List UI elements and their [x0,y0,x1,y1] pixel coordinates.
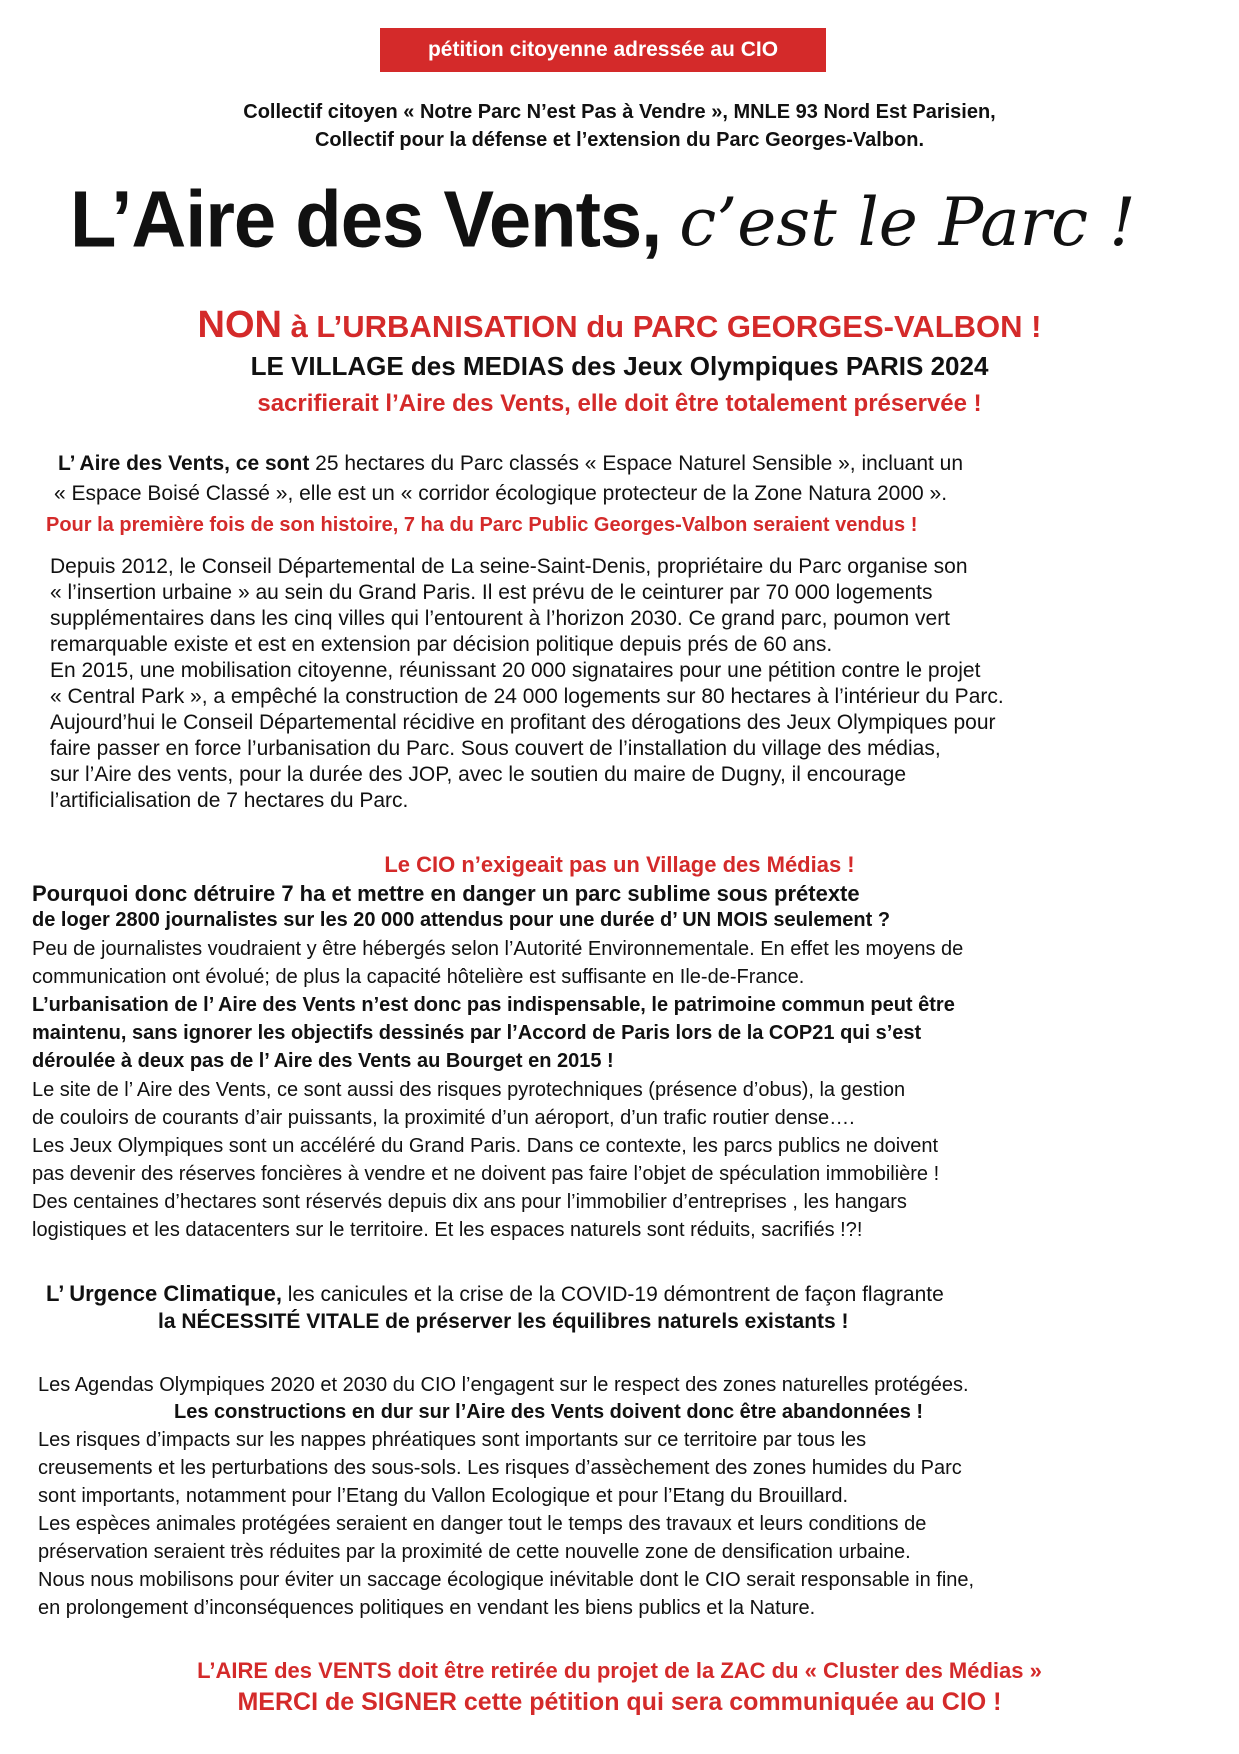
agendas-rest-3: sont importants, notamment pour l’Etang du Vallon Ecologique et pour l’Etang du Brouillard. [38,1485,849,1507]
intro-line-3: Pour la première fois de son histoire, 7 ha du Parc Public Georges-Valbon seraient vendus ! [46,514,918,536]
agendas-rest-4: Les espèces animales protégées seraient en danger tout le temps des travaux et leurs conditions de [38,1513,927,1535]
collectifs-line-2: Collectif pour la défense et l’extension du Parc Georges-Valbon. [314,129,925,151]
cio-rest-1: Le site de l’ Aire des Vents, ce sont aussi des risques pyrotechniques (présence d’obus), la gestion [32,1079,906,1101]
history-line-4: remarquable existe et est en extension par décision politique depuis prés de 60 ans. [50,633,833,656]
slogan-sacrifierait: sacrifierait l’Aire des Vents, elle doit être totalement préservée ! [257,390,982,417]
cio-rest-5: Des centaines d’hectares sont réservés depuis dix ans pour l’immobilier d’entreprises , les hangars [32,1191,907,1213]
agendas-rest-2: creusements et les perturbations des sous-sols. Les risques d’assèchement des zones humides du Parc [38,1457,962,1479]
cio-normal-1: Peu de journalistes voudraient y être hébergés selon l’Autorité Environnementale. En effet les moyens de [32,938,964,960]
urgence-preserver: de préserver les équilibres naturels existants ! [379,1310,849,1333]
history-line-10: l’artificialisation de 7 hectares du Parc. [50,789,409,812]
cio-rest-3: Les Jeux Olympiques sont un accéléré du Grand Paris. Dans ce contexte, les parcs publics ne doivent [32,1135,939,1157]
headline-script: c’est le Parc ! [679,184,1136,261]
intro-line-2: « Espace Boisé Classé », elle est un « corridor écologique protecteur de la Zone Natura 2000 ». [54,482,948,505]
history-line-6: « Central Park », a empêché la construction de 24 000 logements sur 80 hectares à l’intérieur du Parc. [50,685,1004,708]
cio-rest-4: pas devenir des réserves foncières à vendre et ne doivent pas faire l’objet de spéculation immobilière ! [32,1163,940,1185]
headline-main: L’Aire des Vents, [70,174,662,265]
slogan-village-medias: LE VILLAGE des MEDIAS des Jeux Olympiques PARIS 2024 [250,351,989,381]
history-line-1: Depuis 2012, le Conseil Départemental de La seine-Saint-Denis, propriétaire du Parc organise son [50,555,968,578]
urgence-line-1 [46,1281,944,1307]
agendas-line-1: Les Agendas Olympiques 2020 et 2030 du CIO l’engagent sur le respect des zones naturelles protégées. [38,1374,969,1396]
main-headline [70,176,1170,286]
intro-rest: 25 hectares du Parc classés « Espace Naturel Sensible », incluant un [309,452,964,475]
cio-normal-2: communication ont évolué; de plus la capacité hôtelière est suffisante en Ile-de-France. [32,966,805,988]
agendas-rest-5: préservation seraient très réduites par la proximité de cette nouvelle zone de densification urbaine. [38,1541,911,1563]
cio-bold-1: Pourquoi donc détruire 7 ha et mettre en danger un parc sublime sous prétexte [32,881,860,906]
closing-line-2: MERCI de SIGNER cette pétition qui sera communiquée au CIO ! [237,1688,1002,1716]
history-line-7: Aujourd’hui le Conseil Départemental récidive en profitant des dérogations des Jeux Olympiques pour [50,711,996,734]
agendas-rest-7: en prolongement d’inconséquences politiques en vendant les biens publics et la Nature. [38,1597,816,1619]
history-line-9: sur l’Aire des vents, pour la durée des JOP, avec le soutien du maire de Dugny, il encourage [50,763,907,786]
petition-banner: pétition citoyenne adressée au CIO [380,28,826,72]
collectifs-header [0,98,1239,154]
cio-bold-3: L’urbanisation de l’ Aire des Vents n’est donc pas indispensable, le patrimoine commun peut être [32,994,955,1016]
cio-bold-2: de loger 2800 journalistes sur les 20 000 attendus pour une durée d’ UN MOIS seulement ? [32,909,891,931]
urgence-bold: L’ Urgence Climatique, [46,1281,282,1306]
slogan-non: NON [197,304,282,346]
cio-bold-4: maintenu, sans ignorer les objectifs dessinés par l’Accord de Paris lors de la COP21 qui s’est [32,1022,922,1044]
history-line-2: « l’insertion urbaine » au sein du Grand Paris. Il est prévu de le ceinturer par 70 000 logements [50,581,933,604]
agendas-rest-6: Nous nous mobilisons pour éviter un saccage écologique inévitable dont le CIO serait responsable in fine, [38,1569,975,1591]
urgence-line-2 [158,1310,849,1334]
cio-bold-5: déroulée à deux pas de l’ Aire des Vents au Bourget en 2015 ! [32,1050,614,1072]
cio-rest-6: logistiques et les datacenters sur le territoire. Et les espaces naturels sont réduits, sacrifiés !?! [32,1219,863,1241]
urgence-rest: les canicules et la crise de la COVID-19 démontrent de façon flagrante [281,1283,944,1306]
history-line-5: En 2015, une mobilisation citoyenne, réunissant 20 000 signataires pour une pétition contre le projet [50,659,981,682]
agendas-bold: Les constructions en dur sur l’Aire des Vents doivent donc être abandonnées ! [174,1401,924,1423]
intro-line-1 [58,452,963,476]
urgence-necessite: la NÉCESSITÉ VITALE [158,1310,380,1333]
closing-line-1: L’AIRE des VENTS doit être retirée du projet de la ZAC du « Cluster des Médias » [197,1658,1042,1683]
slogan-non-rest: à L’URBANISATION du PARC GEORGES-VALBON ! [281,309,1042,344]
cio-rest-2: de couloirs de courants d’air puissants, la proximité d’un aéroport, d’un trafic routier dense…. [32,1107,855,1129]
intro-bold: L’ Aire des Vents, ce sont [58,452,310,475]
collectifs-line-1: Collectif citoyen « Notre Parc N’est Pas à Vendre », MNLE 93 Nord Est Parisien, [243,101,996,123]
history-line-3: supplémentaires dans les cinq villes qui l’entourent à l’horizon 2030. Ce grand parc, poumon vert [50,607,951,630]
slogan-non-urbanisation [0,304,1239,347]
history-line-8: faire passer en force l’urbanisation du Parc. Sous couvert de l’installation du village des médias, [50,737,941,760]
cio-heading: Le CIO n’exigeait pas un Village des Médias ! [384,852,855,877]
agendas-rest-1: Les risques d’impacts sur les nappes phréatiques sont importants sur ce territoire par tous les [38,1429,867,1451]
